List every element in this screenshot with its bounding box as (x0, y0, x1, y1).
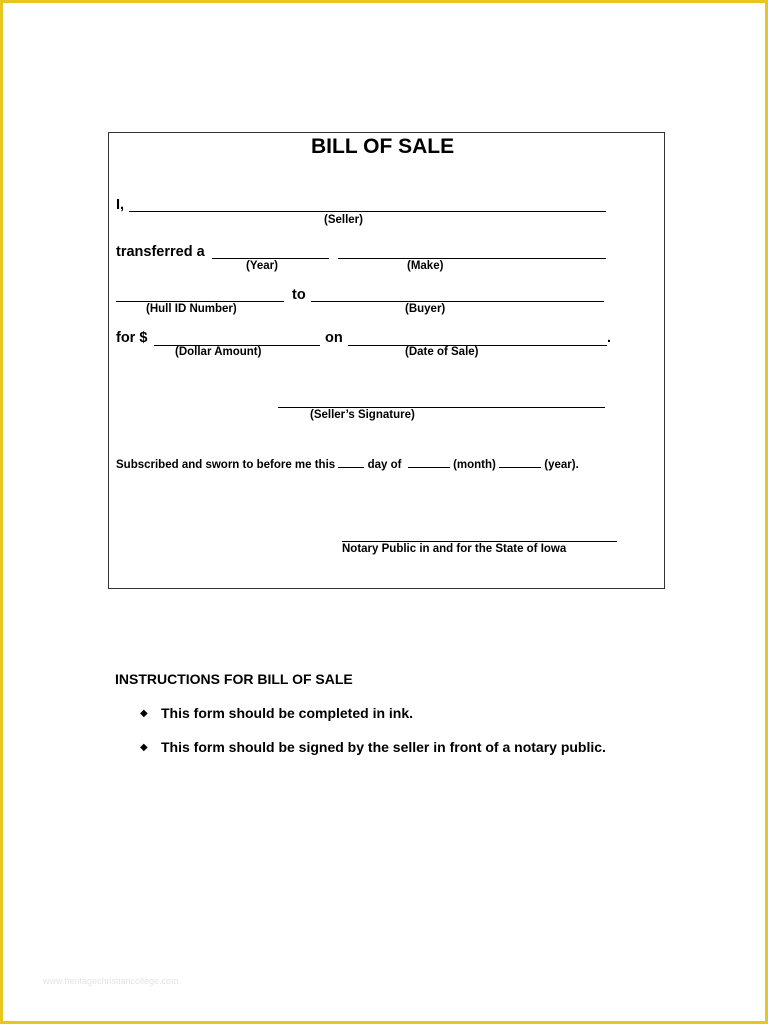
year-blank[interactable] (212, 258, 329, 259)
watermark: www.heritagechristiancollege.com (43, 976, 179, 986)
year-blank-sworn[interactable] (499, 455, 541, 468)
month-blank[interactable] (408, 455, 450, 468)
sworn-text-4: (year). (544, 459, 579, 471)
period: . (607, 330, 612, 346)
sworn-text-2: day of (367, 459, 402, 471)
to-label: to (292, 287, 306, 303)
instruction-item: This form should be signed by the seller in front of a notary public. (161, 739, 606, 755)
year-caption: (Year) (246, 260, 278, 272)
dollar-amount-caption: (Dollar Amount) (175, 346, 262, 358)
bill-of-sale-form (108, 132, 665, 589)
instructions-heading: INSTRUCTIONS FOR BILL OF SALE (115, 671, 353, 687)
notary-signature-blank[interactable] (342, 541, 617, 542)
seller-blank[interactable] (129, 211, 606, 212)
date-of-sale-caption: (Date of Sale) (405, 346, 479, 358)
day-blank[interactable] (338, 455, 364, 468)
make-caption: (Make) (407, 260, 444, 272)
sworn-text-3: (month) (453, 459, 496, 471)
transferred-label: transferred a (116, 244, 205, 260)
form-title: BILL OF SALE (311, 135, 455, 158)
seller-prefix: I, (116, 197, 125, 213)
hull-id-blank[interactable] (116, 301, 284, 302)
instruction-item: This form should be completed in ink. (161, 705, 414, 721)
on-label: on (325, 330, 343, 346)
seller-caption: (Seller) (324, 214, 363, 226)
hull-id-caption: (Hull ID Number) (146, 303, 237, 315)
buyer-blank[interactable] (311, 301, 604, 302)
make-blank[interactable] (338, 258, 606, 259)
sworn-text-1: Subscribed and sworn to before me this (116, 459, 336, 471)
sworn-statement (116, 455, 579, 471)
buyer-caption: (Buyer) (405, 303, 446, 315)
for-label: for $ (116, 330, 148, 346)
notary-caption: Notary Public in and for the State of Iowa (342, 543, 567, 555)
seller-signature-caption: (Seller’s Signature) (310, 409, 415, 421)
seller-line (116, 197, 124, 213)
bullet-icon: ◆ (140, 708, 148, 719)
seller-signature-blank[interactable] (278, 407, 605, 408)
bullet-icon: ◆ (140, 742, 148, 753)
